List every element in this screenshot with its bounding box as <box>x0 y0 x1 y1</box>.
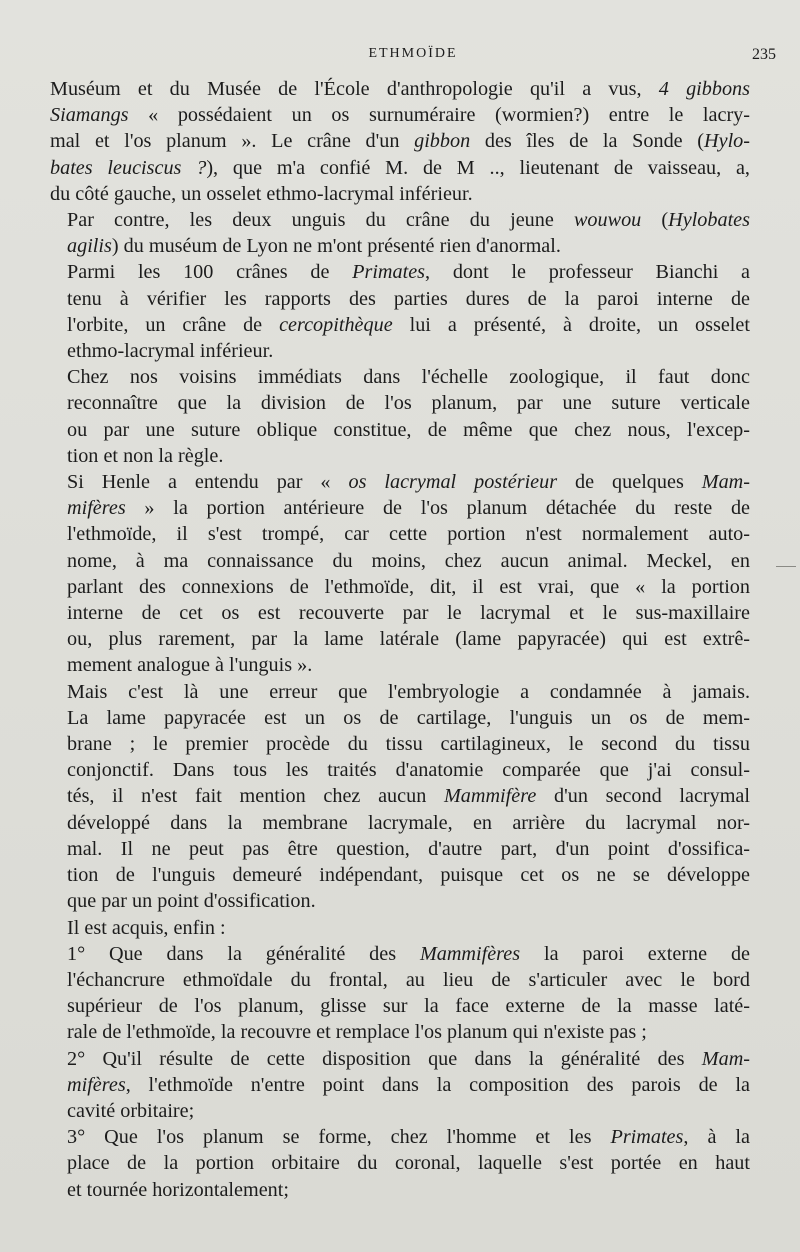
margin-mark <box>776 566 796 567</box>
paragraph <box>50 259 750 364</box>
text-line: mal et l'os planum ». Le crâne d'un gibbon des îles de la Sonde (Hylo- <box>50 130 750 153</box>
paragraph <box>50 941 750 1046</box>
text-line: agilis) du muséum de Lyon ne m'ont présenté rien d'anormal. <box>67 235 561 258</box>
text-line: Mais c'est là une erreur que l'embryologie a condamnée à jamais. <box>67 680 750 703</box>
text-line: 2° Qu'il résulte de cette disposition que dans la généralité des Mam- <box>67 1047 750 1070</box>
text-line: bates leuciscus ?), que m'a confié M. de M .., lieutenant de vaisseau, a, <box>50 156 750 179</box>
text-line: développé dans la membrane lacrymale, en arrière du lacrymal nor- <box>67 811 750 834</box>
text-line: ou, plus rarement, par la lame latérale (lame papyracée) qui est extrê- <box>67 628 750 651</box>
text-line: place de la portion orbitaire du coronal, laquelle s'est portée en haut <box>67 1152 750 1175</box>
paragraph <box>50 915 750 941</box>
paragraph <box>50 76 750 207</box>
text-line: l'ethmoïde, il s'est trompé, car cette portion n'est normalement auto- <box>67 523 750 546</box>
paragraph <box>50 1046 750 1125</box>
text-line: 1° Que dans la généralité des Mammifères la paroi externe de <box>67 942 750 965</box>
text-line: Parmi les 100 crânes de Primates, dont le professeur Bianchi a <box>67 261 750 284</box>
text-line: que par un point d'ossification. <box>67 890 316 913</box>
text-line: parlant des connexions de l'ethmoïde, dit, il est vrai, que « la portion <box>67 575 750 598</box>
text-line: Chez nos voisins immédiats dans l'échelle zoologique, il faut donc <box>67 366 750 389</box>
text-line: tés, il n'est fait mention chez aucun Mammifère d'un second lacrymal <box>67 785 750 808</box>
text-line: mal. Il ne peut pas être question, d'autre part, d'un point d'ossifica- <box>67 837 750 860</box>
text-line: l'orbite, un crâne de cercopithèque lui a présenté, à droite, un osselet <box>67 313 750 336</box>
text-line: du côté gauche, un osselet ethmo-lacrymal inférieur. <box>50 182 473 205</box>
paragraph <box>50 364 750 469</box>
text-line: et tournée horizontalement; <box>67 1178 289 1201</box>
paragraph <box>50 207 750 259</box>
text-line: mement analogue à l'unguis ». <box>67 654 313 677</box>
paragraph <box>50 1124 750 1203</box>
page-header <box>50 46 776 66</box>
text-line: tenu à vérifier les rapports des parties dures de la paroi interne de <box>67 287 750 310</box>
text-line: ou par une suture oblique constitue, de même que chez nous, l'excep- <box>67 418 750 441</box>
text-line: nome, à ma connaissance du moins, chez aucun animal. Meckel, en <box>67 549 750 572</box>
text-line: tion et non la règle. <box>67 444 224 467</box>
text-line: 3° Que l'os planum se forme, chez l'homme et les Primates, à la <box>67 1126 750 1149</box>
text-line: interne de cet os est recouverte par le lacrymal et le sus-maxillaire <box>67 602 750 625</box>
text-line: brane ; le premier procède du tissu cartilagineux, le second du tissu <box>67 733 750 756</box>
text-line: cavité orbitaire; <box>67 1099 195 1122</box>
text-line: ethmo-lacrymal inférieur. <box>67 340 274 363</box>
paragraph <box>50 679 750 915</box>
text-line: Si Henle a entendu par « os lacrymal postérieur de quelques Mam- <box>67 471 750 494</box>
text-line: Siamangs « possédaient un os surnuméraire (wormien?) entre le lacry- <box>50 104 750 127</box>
page-number: 235 <box>752 46 776 63</box>
text-line: mifères, l'ethmoïde n'entre point dans la composition des parois de la <box>67 1073 750 1096</box>
running-title: ETHMOÏDE <box>368 46 458 61</box>
text-line: l'échancrure ethmoïdale du frontal, au lieu de s'articuler avec le bord <box>67 968 750 991</box>
text-line: conjonctif. Dans tous les traités d'anatomie comparée que j'ai consul- <box>67 759 750 782</box>
text-line: tion de l'unguis demeuré indépendant, puisque cet os ne se développe <box>67 864 750 887</box>
body-text <box>50 76 750 1203</box>
text-line: Muséum et du Musée de l'École d'anthropologie qu'il a vus, 4 gibbons <box>50 78 751 100</box>
text-line: reconnaître que la division de l'os planum, par une suture verticale <box>67 392 750 415</box>
text-line: Il est acquis, enfin : <box>67 916 226 939</box>
text-line: Par contre, les deux unguis du crâne du jeune wouwou (Hylobates <box>67 209 750 232</box>
text-line: La lame papyracée est un os de cartilage, l'unguis un os de mem- <box>67 706 750 729</box>
text-line: rale de l'ethmoïde, la recouvre et remplace l'os planum qui n'existe pas ; <box>67 1021 647 1044</box>
paragraph <box>50 469 750 679</box>
text-line: supérieur de l'os planum, glisse sur la face externe de la masse laté- <box>67 995 750 1018</box>
text-line: mifères » la portion antérieure de l'os planum détachée du reste de <box>67 497 750 520</box>
